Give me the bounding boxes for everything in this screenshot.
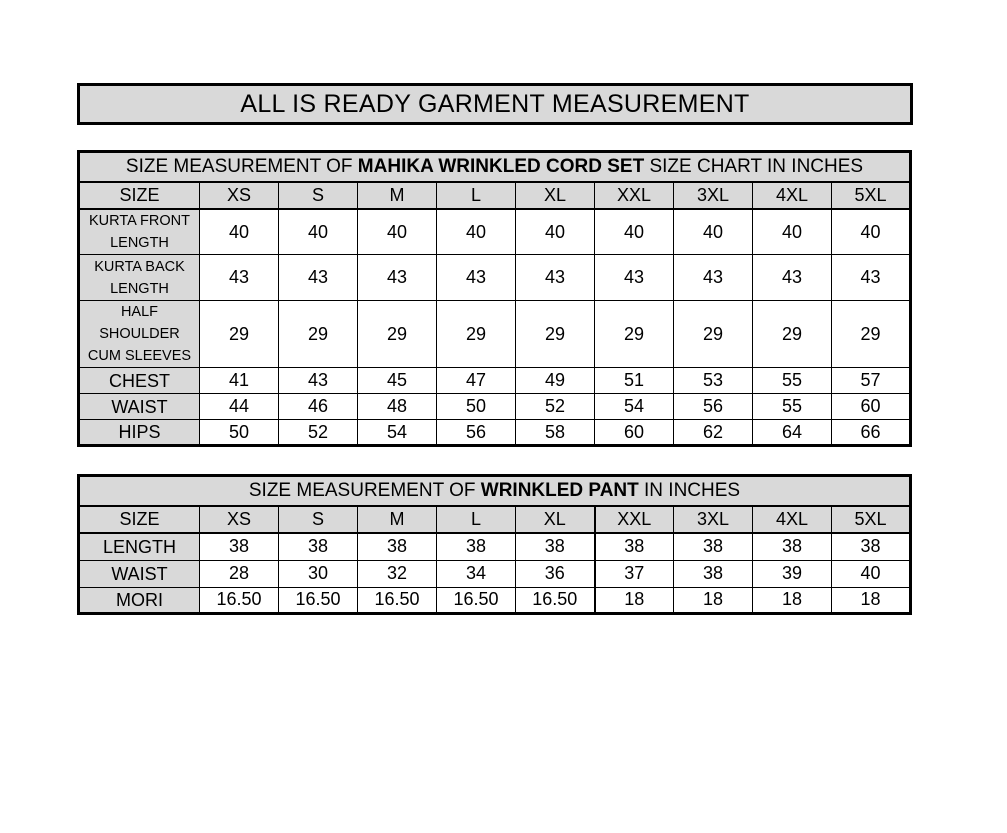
table-row [79, 533, 911, 560]
measurement-cell: 48 [358, 394, 437, 420]
measurement-cell: 40 [516, 209, 595, 255]
measurement-cell: 18 [595, 587, 674, 613]
measurement-cell: 43 [516, 255, 595, 301]
row-label [79, 533, 200, 560]
measurement-cell: 47 [437, 368, 516, 394]
measurement-cell: 40 [753, 209, 832, 255]
measurement-cell: 56 [437, 420, 516, 446]
table-row [79, 560, 911, 587]
measurement-cell: 40 [279, 209, 358, 255]
row-label-line: WAIST [111, 396, 168, 417]
measurement-cell: 43 [279, 368, 358, 394]
measurement-cell: 46 [279, 394, 358, 420]
size-header-s: S [279, 506, 358, 533]
measurement-cell: 41 [200, 368, 279, 394]
row-label-line: HALF SHOULDER [99, 304, 180, 342]
size-header-m: M [358, 506, 437, 533]
row-label-line: LENGTH [110, 235, 169, 251]
size-header: SIZE [79, 182, 200, 209]
size-header-4xl: 4XL [753, 506, 832, 533]
measurement-cell: 43 [437, 255, 516, 301]
size-header-4xl: 4XL [753, 182, 832, 209]
pant-table-caption: SIZE MEASUREMENT OF WRINKLED PANT IN INCHES [79, 476, 911, 507]
row-label-line: LENGTH [102, 536, 176, 557]
row-label-line: MORI [116, 589, 163, 610]
measurement-cell: 38 [200, 533, 279, 560]
measurement-cell: 66 [832, 420, 911, 446]
measurement-cell: 18 [753, 587, 832, 613]
measurement-cell: 51 [595, 368, 674, 394]
measurement-cell: 40 [832, 209, 911, 255]
measurement-cell: 16.50 [358, 587, 437, 613]
measurement-cell: 54 [358, 420, 437, 446]
row-label [79, 301, 200, 368]
measurement-cell: 38 [437, 533, 516, 560]
measurement-cell: 28 [200, 560, 279, 587]
measurement-cell: 52 [279, 420, 358, 446]
table-row [79, 209, 911, 255]
row-label-line: KURTA BACK [94, 258, 185, 275]
measurement-cell: 43 [832, 255, 911, 301]
measurement-cell: 57 [832, 368, 911, 394]
measurement-cell: 49 [516, 368, 595, 394]
measurement-cell: 40 [437, 209, 516, 255]
size-header-3xl: 3XL [674, 182, 753, 209]
measurement-cell: 38 [674, 560, 753, 587]
size-header-xl: XL [516, 506, 595, 533]
size-header-3xl: 3XL [674, 506, 753, 533]
size-header-l: L [437, 182, 516, 209]
size-header-xs: XS [200, 506, 279, 533]
size-header-s: S [279, 182, 358, 209]
measurement-cell: 39 [753, 560, 832, 587]
measurement-cell: 29 [516, 301, 595, 368]
measurement-cell: 44 [200, 394, 279, 420]
measurement-cell: 50 [437, 394, 516, 420]
measurement-cell: 38 [358, 533, 437, 560]
measurement-cell: 52 [516, 394, 595, 420]
table-row [79, 301, 911, 368]
measurement-cell: 43 [595, 255, 674, 301]
size-header-5xl: 5XL [832, 506, 911, 533]
measurement-cell: 40 [832, 560, 911, 587]
measurement-cell: 55 [753, 394, 832, 420]
measurement-cell: 43 [200, 255, 279, 301]
measurement-cell: 29 [437, 301, 516, 368]
row-label [79, 394, 200, 420]
measurement-cell: 32 [358, 560, 437, 587]
measurement-cell: 38 [674, 533, 753, 560]
measurement-cell: 55 [753, 368, 832, 394]
measurement-cell: 43 [753, 255, 832, 301]
measurement-cell: 62 [674, 420, 753, 446]
measurement-cell: 18 [674, 587, 753, 613]
row-label [79, 420, 200, 446]
measurement-cell: 54 [595, 394, 674, 420]
measurement-cell: 56 [674, 394, 753, 420]
row-label-line: KURTA FRONT [89, 213, 190, 229]
table-row [79, 420, 911, 446]
row-label [79, 560, 200, 587]
measurement-cell: 29 [753, 301, 832, 368]
measurement-cell: 29 [358, 301, 437, 368]
measurement-cell: 16.50 [279, 587, 358, 613]
row-label [79, 587, 200, 613]
measurement-cell: 34 [437, 560, 516, 587]
page-title: ALL IS READY GARMENT MEASUREMENT [77, 83, 913, 125]
measurement-cell: 43 [674, 255, 753, 301]
table-row [79, 394, 911, 420]
table-row [79, 587, 911, 613]
measurement-cell: 38 [516, 533, 595, 560]
size-header-xxl: XXL [595, 506, 674, 533]
measurement-cell: 38 [595, 533, 674, 560]
row-label [79, 209, 200, 255]
size-header-xs: XS [200, 182, 279, 209]
size-header: SIZE [79, 506, 200, 533]
size-header-xxl: XXL [595, 182, 674, 209]
row-label [79, 255, 200, 301]
measurement-cell: 58 [516, 420, 595, 446]
cord-table-caption: SIZE MEASUREMENT OF MAHIKA WRINKLED CORD SET SIZE CHART IN INCHES [79, 152, 911, 183]
table-row [79, 368, 911, 394]
measurement-cell: 45 [358, 368, 437, 394]
measurement-cell: 60 [595, 420, 674, 446]
measurement-cell: 29 [832, 301, 911, 368]
measurement-cell: 50 [200, 420, 279, 446]
size-header-m: M [358, 182, 437, 209]
row-label [79, 368, 200, 394]
measurement-cell: 60 [832, 394, 911, 420]
row-label-line: LENGTH [110, 280, 169, 297]
measurement-cell: 40 [595, 209, 674, 255]
measurement-cell: 29 [200, 301, 279, 368]
measurement-cell: 43 [279, 255, 358, 301]
measurement-cell: 40 [200, 209, 279, 255]
size-header-l: L [437, 506, 516, 533]
measurement-cell: 38 [753, 533, 832, 560]
measurement-cell: 16.50 [516, 587, 595, 613]
pant-table-header-row [79, 506, 911, 533]
cord-table-header-row [79, 182, 911, 209]
measurement-cell: 30 [279, 560, 358, 587]
row-label-line: HIPS [118, 422, 161, 442]
measurement-cell: 36 [516, 560, 595, 587]
pant-size-table [77, 474, 912, 615]
measurement-cell: 29 [674, 301, 753, 368]
measurement-cell: 29 [595, 301, 674, 368]
measurement-cell: 40 [674, 209, 753, 255]
measurement-cell: 40 [358, 209, 437, 255]
cord-set-size-table [77, 150, 912, 447]
size-header-xl: XL [516, 182, 595, 209]
table-row [79, 255, 911, 301]
measurement-cell: 16.50 [437, 587, 516, 613]
size-header-5xl: 5XL [832, 182, 911, 209]
measurement-cell: 64 [753, 420, 832, 446]
measurement-cell: 38 [832, 533, 911, 560]
measurement-cell: 37 [595, 560, 674, 587]
measurement-cell: 43 [358, 255, 437, 301]
measurement-cell: 18 [832, 587, 911, 613]
row-label-line: WAIST [111, 563, 168, 584]
row-label-line: CUM SLEEVES [87, 348, 192, 364]
measurement-cell: 16.50 [200, 587, 279, 613]
measurement-cell: 38 [279, 533, 358, 560]
measurement-cell: 29 [279, 301, 358, 368]
row-label-line: CHEST [108, 370, 170, 391]
measurement-cell: 53 [674, 368, 753, 394]
